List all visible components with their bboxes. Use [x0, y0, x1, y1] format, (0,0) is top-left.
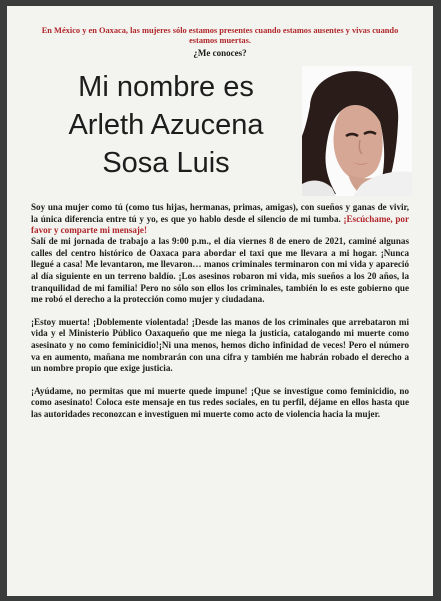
name-line-2: Arleth Azucena	[68, 109, 264, 141]
name-line-3: Sosa Luis	[102, 147, 230, 179]
portrait-photo-drawing	[302, 66, 412, 196]
hero-section	[31, 60, 409, 198]
name-line-1: Mi nombre es	[78, 71, 254, 103]
paragraph-call-to-action: ¡Ayúdame, no permitas que mi muerte quede impune! ¡Que se investigue como feminicidio, no como asesinato! Coloca este mensaje en tus redes sociales, en tu perfil, déjame en ellos hasta que las autoridades reconozcan e investiguen mi muerte como acto de violencia hacia la mujer.	[31, 385, 409, 419]
portrait-photo	[302, 66, 412, 196]
paragraph-story: Salí de mi jornada de trabajo a las 9:00 p.m., el día viernes 8 de enero de 2021, caminé algunas calles del centro histórico de Oaxaca para abordar el taxi que me llevara a mi hogar. ¡Nunca llegué a casa! Me levantaron, me llevaron… manos criminales terminaron con mi vida y apareció al día siguiente en un terreno baldío. ¡Los asesinos robaron mi vida, mis sueños a los 20 años, la tranquilidad de mi familia! Pero no sólo son ellos los criminales, también lo es este gobierno que me robó el derecho a la protección como mujer y ciudadana.	[31, 236, 409, 305]
paragraph-intro	[31, 202, 409, 237]
paragraph-intro-text: Soy una mujer como tú (como tus hijas, hermanas, primas, amigas), con sueños y ganas de vivir, la única diferencia entre tú y yo, es que yo hablo desde el silencio de mi tumba.	[31, 202, 409, 224]
question-heading: ¿Me conoces?	[193, 48, 247, 58]
flyer-sheet	[7, 6, 433, 596]
paragraph-intro-plea: ¡Escúchame, por favor y comparte mi mensaje!	[31, 213, 409, 236]
intro-statement: En México y en Oaxaca, las mujeres sólo estamos presentes cuando estamos ausentes y vivas cuando estamos muertas.	[41, 26, 399, 45]
paragraph-denunciation: ¡Estoy muerta! ¡Doblemente violentada! ¡Desde las manos de los criminales que arrebataron mi vida y el Ministerio Público Oaxaqueño que me niega la justicia, catalogando mi muerte como asesinato y no como feminicidio!¡Ni una menos, hemos dicho infinidad de veces! Pero el número va en aumento, mañana me nombrarán con una cifra y también me habrán robado el derecho a un nombre propio que exige justicia.	[31, 316, 409, 374]
name-heading	[31, 68, 301, 182]
